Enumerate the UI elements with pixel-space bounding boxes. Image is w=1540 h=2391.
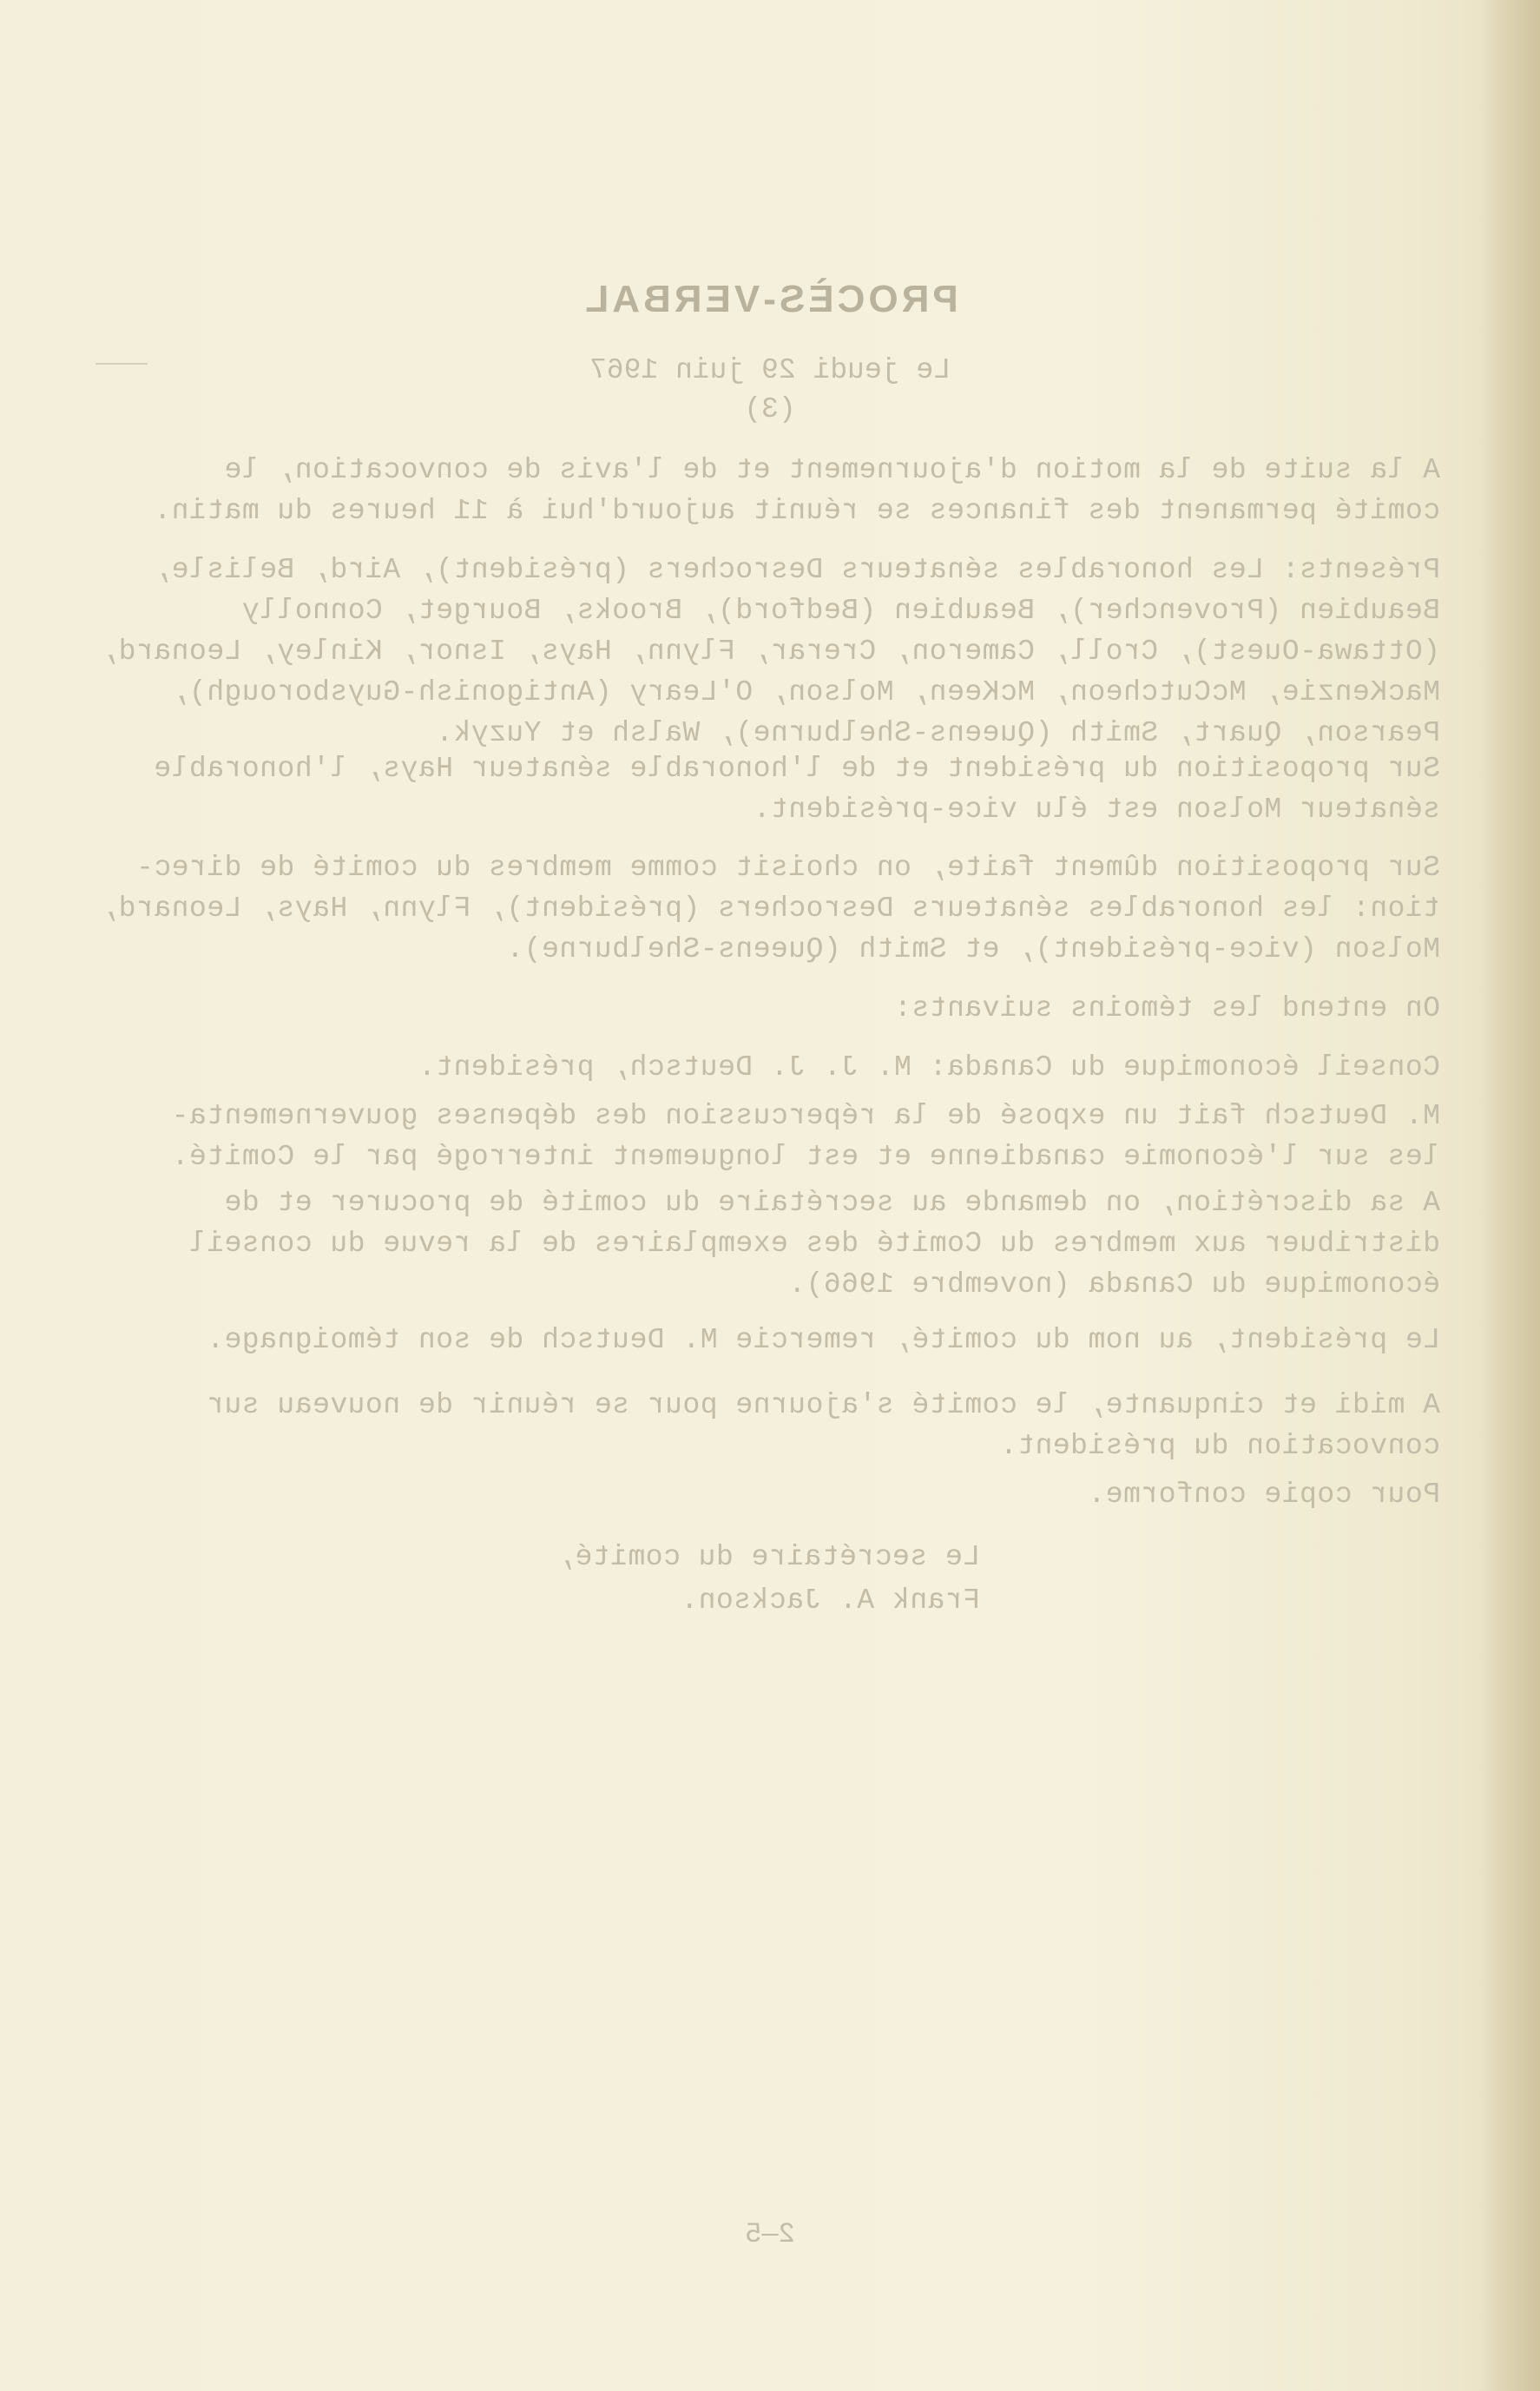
paragraph-economic-council: Conseil économique du Canada: M. J. J. Deutsch, président. xyxy=(418,1051,1440,1084)
page-number: 2—5 xyxy=(745,2218,795,2250)
paragraph-certified: Pour copie conforme. xyxy=(1087,1479,1440,1511)
paragraph-vice-chair: Sur proposition du président et de l'honorable sénateur Hays, l'honorable sénateur Molson est élu vice-président. xyxy=(153,753,1440,826)
paragraph-steering-committee: Sur proposition dûment faite, on choisit comme membres du comité de direc- tion: les honorables sénateurs Desrochers (président), Flynn, Hays, Leonard, Molson (vice-président), et Smith (Queens-Shelburne). xyxy=(100,852,1440,965)
signature-role: Le secrétaire du comité, xyxy=(556,1541,980,1573)
paragraph-attendance: Présents: Les honorables sénateurs Desrochers (président), Aird, Belisle, Beaubien (Provencher), Beaubien (Bedford), Brooks, Bourget, Connolly (Ottawa-Ouest), Croll, Cameron, Crerar, Flynn, Hays, Isnor, Kinley, Leonard, MacKenzie, McCutcheon, McKeen, Molson, O'Leary (Antigonish-Guysborough), Pearson, Quart, Smith (Queens-Shelburne), Walsh et Yuzyk. xyxy=(100,554,1440,749)
paragraph-witnesses: On entend les témoins suivants: xyxy=(893,992,1440,1024)
meeting-date: Le jeudi 29 juin 1967 xyxy=(589,354,951,386)
session-number: (3) xyxy=(744,393,796,425)
paragraph-thanks: Le président, au nom du comité, remercie M. Deutsch de son témoignage. xyxy=(206,1324,1440,1356)
margin-rule xyxy=(95,363,148,365)
paragraph-adjourn: A midi et cinquante, le comité s'ajourne pour se réunir de nouveau sur convocation du président. xyxy=(206,1389,1440,1462)
paragraph-deutsch-statement: M. Deutsch fait un exposé de la répercussion des dépenses gouvernementa- les sur l'économie canadienne et est longuement interrogé par le Comité. xyxy=(171,1100,1440,1173)
page-title: PROCÈS-VERBAL xyxy=(582,278,958,320)
paragraph-distribution: A sa discrétion, on demande au secrétaire du comité de procurer et de distribuer aux membres du Comité des exemplaires de la revue du conseil économique du Canada (novembre 1966). xyxy=(188,1187,1440,1301)
paragraph-adjournment: A la suite de la motion d'ajournement et de l'avis de convocation, le comité permanent des finances se réunit aujourd'hui à 11 heures du matin. xyxy=(153,454,1440,527)
signature-name: Frank A. Jackson. xyxy=(680,1584,980,1617)
